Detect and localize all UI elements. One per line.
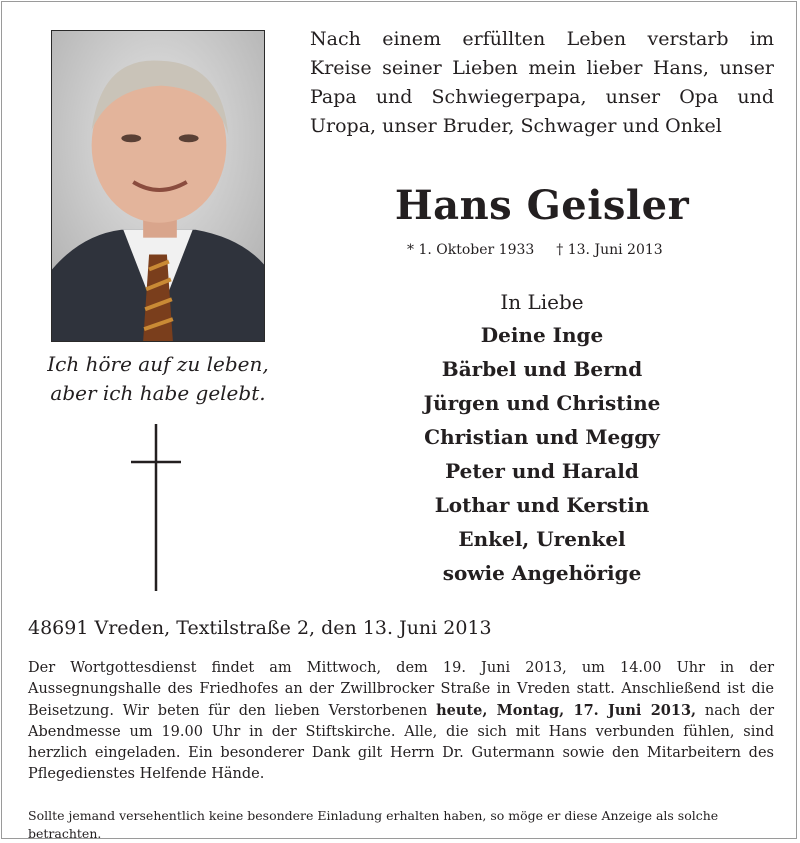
intro-text (310, 25, 774, 141)
birth-date: * 1. Oktober 1933 (407, 242, 535, 258)
motto-line-2: aber ich habe gelebt. (50, 381, 266, 405)
family-lead: In Liebe (500, 290, 584, 314)
death-date: † 13. Juni 2013 (556, 242, 663, 258)
motto (30, 350, 286, 408)
notice-date-highlight: heute, Montag, 17. Juni 2013, (436, 702, 697, 719)
cross-icon (131, 424, 181, 591)
family-member: Christian und Meggy (424, 425, 660, 449)
intro-line-2: Kreise seiner Lieben mein lieber Hans, unser (310, 57, 774, 79)
service-notice (28, 658, 774, 785)
family-member: Enkel, Urenkel (458, 527, 626, 551)
footnote: Sollte jemand versehentlich keine besondere Einladung erhalten haben, so möge er diese Anzeige als solche betrachten. (28, 808, 719, 841)
intro-line-1: Nach einem erfüllten Leben verstarb im (310, 28, 774, 50)
intro-line-3: Papa und Schwiegerpapa, unser Opa und (310, 86, 774, 108)
notice-text-2: nach der Abendmesse um 19.00 Uhr in der Stiftskirche. Alle, die sich mit Hans verbunden fühlen, sind herzlich eingeladen. Ein besonderer Dank gilt Herrn Dr. Gutermann sowie den Mitarbeitern des Pflegedienstes Helfende Hände. (28, 703, 774, 782)
intro-line-4: Uropa, unser Bruder, Schwager und Onkel (310, 115, 722, 137)
family-list (380, 286, 704, 590)
address-line: 48691 Vreden, Textilstraße 2, den 13. Juni 2013 (28, 617, 492, 639)
notice-text-1: Der Wortgottesdienst findet am Mittwoch, dem 19. Juni 2013, um 14.00 Uhr in der Aussegnungshalle des Friedhofes an der Zwillbrocker Straße in Vreden statt. Anschließend ist die Beisetzung. Wir beten für den lieben Verstorbenen (28, 660, 774, 719)
family-member: Lothar und Kerstin (434, 493, 650, 517)
family-member: Jürgen und Christine (423, 391, 661, 415)
family-member: Deine Inge (480, 323, 604, 347)
motto-line-1: Ich höre auf zu leben, (47, 352, 269, 376)
life-dates (407, 242, 677, 258)
family-member: sowie Angehörige (442, 561, 642, 585)
portrait-photo (51, 30, 265, 342)
family-member: Peter und Harald (445, 459, 639, 483)
deceased-name: Hans Geisler (394, 182, 690, 229)
family-member: Bärbel und Bernd (441, 357, 643, 381)
